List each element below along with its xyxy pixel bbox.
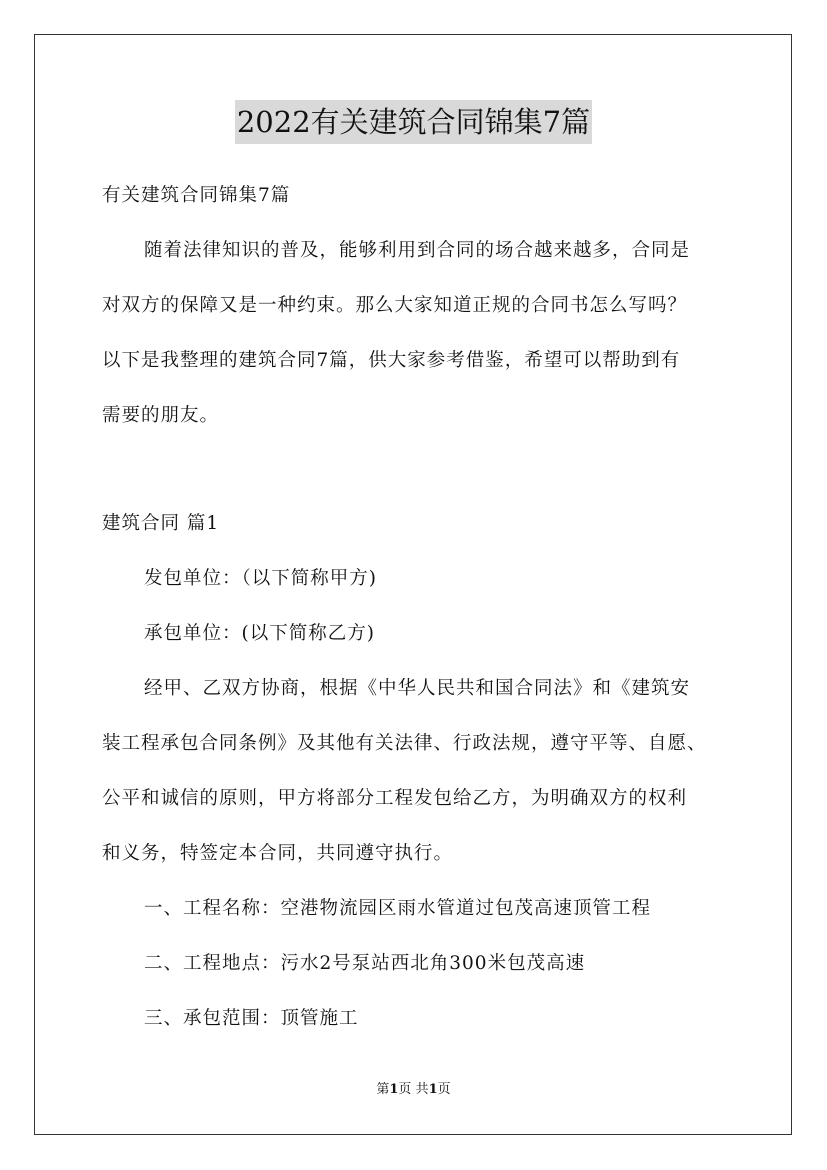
document-title: 2022有关建筑合同锦集7篇 — [235, 100, 592, 144]
spacer — [102, 443, 742, 496]
contract-party-line: 承包单位：(以下简称乙方) — [144, 623, 375, 644]
footer-page-suffix: 页 共 — [398, 1082, 429, 1097]
section-heading: 建筑合同 篇1 — [102, 513, 220, 534]
paragraph-line: 随着法律知识的普及，能够利用到合同的场合越来越多，合同是 — [144, 240, 691, 261]
paragraph-line: 公平和诚信的原则，甲方将部分工程发包给乙方，为明确双方的权利 — [102, 788, 688, 809]
footer-page-prefix: 第 — [376, 1082, 390, 1097]
paragraph-line: 和义务，特签定本合同，共同遵守执行。 — [102, 843, 454, 864]
paragraph-line: 装工程承包合同条例》及其他有关法律、行政法规，遵守平等、自愿、 — [102, 733, 707, 754]
footer-total-suffix: 页 — [437, 1082, 451, 1097]
footer-page-number: 1 — [389, 1082, 399, 1097]
paragraph-line: 对双方的保障又是一种约束。那么大家知道正规的合同书怎么写吗？ — [102, 295, 688, 316]
clause-line: 三、承包范围：顶管施工 — [144, 1008, 359, 1029]
footer-total-pages: 1 — [428, 1082, 438, 1097]
contract-party-line: 发包单位：（以下简称甲方) — [144, 568, 377, 589]
paragraph-line: 需要的朋友。 — [102, 405, 220, 426]
paragraph-line: 以下是我整理的建筑合同7篇，供大家参考借鉴，希望可以帮助到有 — [102, 350, 681, 371]
clause-line: 二、工程地点：污水2号泵站西北角300米包茂高速 — [144, 953, 586, 974]
clause-line: 一、工程名称：空港物流园区雨水管道过包茂高速顶管工程 — [144, 898, 652, 919]
page-footer — [0, 1080, 827, 1100]
subtitle-line: 有关建筑合同锦集7篇 — [102, 185, 291, 206]
paragraph-line: 经甲、乙双方协商，根据《中华人民共和国合同法》和《建筑安 — [144, 678, 691, 699]
title-container — [0, 100, 827, 144]
document-body — [102, 168, 742, 1046]
